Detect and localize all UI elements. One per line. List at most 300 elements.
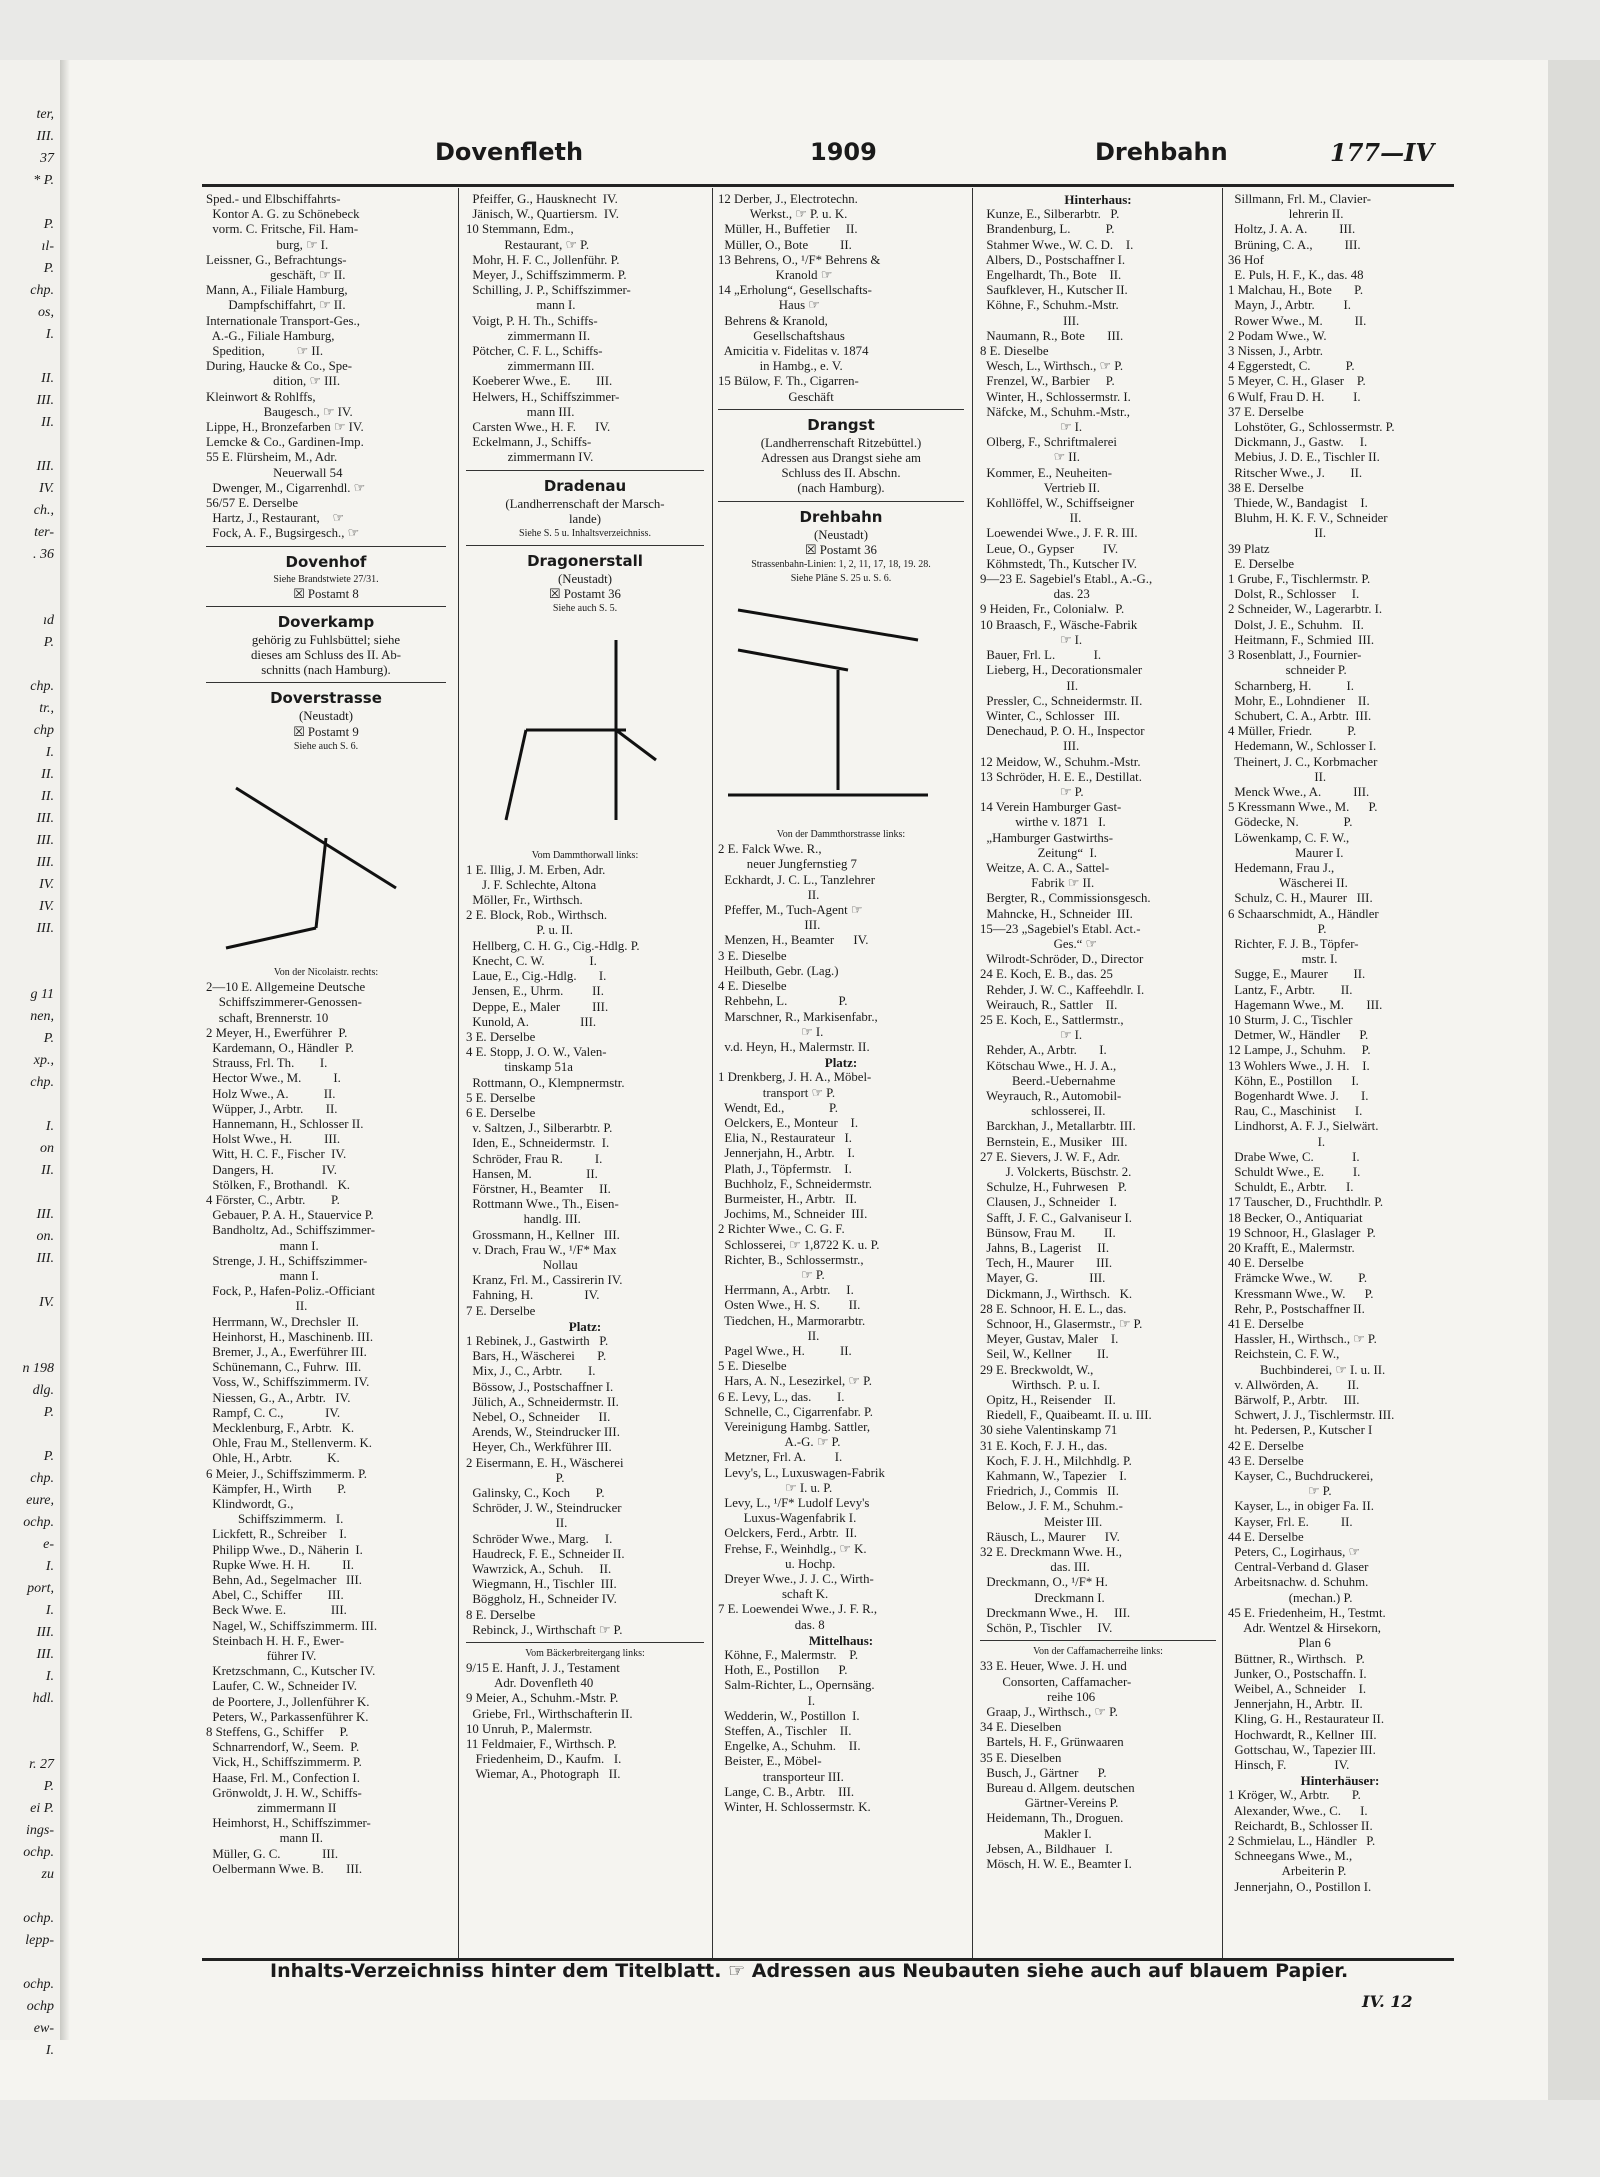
directory-entry: Hochwardt, R., Kellner III. (1228, 1727, 1377, 1742)
directory-entry: Levy, L., ¹/F* Ludolf Levy's (718, 1496, 870, 1510)
directory-entry: 3 Nissen, J., Arbtr. (1228, 344, 1323, 359)
directory-entry: Holtz, J. A. A. III. (1228, 222, 1356, 237)
directory-entry: Junker, O., Postschaffn. I. (1228, 1666, 1367, 1681)
directory-entry: Friedrich, J., Commis II. (980, 1484, 1119, 1499)
directory-entry: 43 E. Derselbe (1228, 1453, 1304, 1468)
directory-entry: Lemcke & Co., Gardinen-Imp. (206, 435, 364, 450)
directory-entry: 31 E. Koch, F. J. H., das. (980, 1438, 1108, 1453)
directory-entry: Central-Verband d. Glaser (1228, 1560, 1369, 1575)
strip-fragment (0, 1314, 60, 1336)
directory-entry: Wäscherei II. (1228, 876, 1348, 891)
directory-entry: Voss, W., Schiffszimmerm. IV. (206, 1375, 370, 1390)
directory-entry: Meyer, Gustav, Maler I. (980, 1332, 1119, 1347)
strip-fragment: P. (43, 1031, 54, 1046)
street-note: Siehe Pläne S. 25 u. S. 6. (790, 573, 892, 585)
strip-fragment (0, 940, 60, 962)
directory-entry: Menck Wwe., A. III. (1228, 784, 1370, 799)
directory-entry: 14 „Erholung“, Gesellschafts- (718, 283, 872, 298)
directory-entry: 5 E. Derselbe (466, 1090, 536, 1105)
directory-entry: Buchholz, F., Schneidermstr. (718, 1176, 872, 1191)
directory-entry: Jennerjahn, H., Arbtr. II. (1228, 1697, 1363, 1712)
directory-entry: Köhne, F., Schuhm.-Mstr. (980, 298, 1119, 313)
directory-entry: 13 Wohlers Wwe., J. H. I. (1228, 1058, 1370, 1073)
directory-entry: Bärwolf, P., Arbtr. III. (1228, 1393, 1360, 1408)
directory-entry: reihe 106 (980, 1689, 1096, 1704)
directory-entry: Peters, W., Parkassenführer K. (206, 1709, 369, 1724)
directory-entry: v. Drach, Frau W., ¹/F* Max (466, 1242, 617, 1257)
directory-entry: Dreckmann Wwe., H. III. (980, 1605, 1131, 1620)
directory-entry: Schulz, C. H., Maurer III. (1228, 891, 1373, 906)
directory-entry: Denechaud, P. O. H., Inspector (980, 724, 1145, 739)
directory-entry: Laufer, C. W., Schneider IV. (206, 1679, 358, 1694)
directory-entry: Kayser, Frl. E. II. (1228, 1514, 1353, 1529)
strip-fragment: chp. (30, 1471, 54, 1486)
strip-fragment: port, (27, 1581, 54, 1596)
directory-entry: Schilling, J. P., Schiffszimmer- (466, 283, 631, 298)
street-note: Strassenbahn-Linien: 1, 2, 11, 17, 18, 19. 28. (751, 559, 931, 571)
directory-entry: Kämpfer, H., Wirth P. (206, 1481, 347, 1496)
directory-entry: 6 E. Derselbe (466, 1105, 536, 1120)
directory-entry: Gesellschaftshaus (718, 328, 845, 343)
directory-entry: Scharnberg, H. I. (1228, 678, 1354, 693)
directory-entry: Makler I. (980, 1826, 1092, 1841)
strip-fragment: g 11 (30, 987, 54, 1002)
column-divider (972, 188, 973, 1958)
directory-entry: Schuldt, E., Arbtr. I. (1228, 1180, 1354, 1195)
directory-entry: Riedell, F., Quaibeamt. II. u. III. (980, 1408, 1152, 1423)
directory-entry: Büttner, R., Wirthsch. P. (1228, 1651, 1365, 1666)
directory-entry: Engelke, A., Schuhm. II. (718, 1739, 861, 1754)
street-line (316, 838, 326, 928)
strip-fragment: chp (33, 723, 54, 738)
section-divider (466, 470, 704, 471)
directory-entry: lehrerin II. (1228, 207, 1344, 222)
directory-column-5 (1228, 192, 1452, 1954)
directory-entry: 8 E. Derselbe (466, 1607, 536, 1622)
directory-entry: Rottmann, O., Klempnermstr. (466, 1075, 625, 1090)
directory-entry: Niessen, G., A., Arbtr. IV. (206, 1390, 351, 1405)
strip-fragment (0, 1710, 60, 1732)
strip-fragment: III. (36, 811, 54, 826)
directory-entry: Wendt, Ed., P. (718, 1100, 838, 1115)
directory-entry: 2 Podam Wwe., W. (1228, 328, 1327, 343)
directory-entry: Rehbehn, L. P. (718, 994, 848, 1009)
directory-entry: Haase, Frl. M., Confection I. (206, 1770, 360, 1785)
directory-entry: Heinhorst, H., Maschinenb. III. (206, 1329, 374, 1344)
directory-entry: 4 E. Dieselbe (718, 979, 787, 994)
directory-entry: Jänisch, W., Quartiersm. IV. (466, 207, 619, 222)
directory-entry: 5 Kressmann Wwe., M. P. (1228, 800, 1378, 815)
strip-fragment: ter, (36, 107, 54, 122)
directory-entry: Hartz, J., Restaurant, ☞ (206, 511, 344, 526)
directory-entry: Hoth, E., Postillon P. (718, 1663, 848, 1678)
directory-entry: Steffen, A., Tischler II. (718, 1724, 852, 1739)
strip-fragment: II. (41, 415, 54, 430)
directory-entry: zimmermann III. (466, 359, 595, 374)
directory-entry: Köhne, F., Malermstr. P. (718, 1648, 859, 1663)
directory-entry: Olberg, F., Schriftmalerei (980, 435, 1117, 450)
directory-entry: Frenzel, W., Barbier P. (980, 374, 1115, 389)
column-divider (458, 188, 459, 1958)
directory-entry: A.-G. ☞ P. (718, 1435, 841, 1450)
street-note: Von der Caffamacherreihe links: (1033, 1646, 1163, 1658)
directory-entry: II. (1228, 526, 1327, 541)
directory-entry: Bandholtz, Ad., Schiffszimmer- (206, 1223, 376, 1238)
directory-entry: Mann, A., Filiale Hamburg, (206, 283, 348, 298)
directory-entry: E. Puls, H. F., K., das. 48 (1228, 268, 1364, 283)
directory-entry: Müller, O., Bote II. (718, 237, 852, 252)
street-heading: Drehbahn (799, 507, 883, 526)
directory-entry: P. (466, 1470, 565, 1485)
directory-entry: Dickmann, J., Gastw. I. (1228, 435, 1368, 450)
directory-entry: Löwenkamp, C. F. W., (1228, 830, 1350, 845)
directory-entry: Hedemann, W., Schlosser I. (1228, 739, 1377, 754)
directory-entry: Stahmer Wwe., W. C. D. I. (980, 237, 1134, 252)
directory-entry: Wedderin, W., Postillon I. (718, 1708, 860, 1723)
directory-entry: Dolst, J. E., Schuhm. II. (1228, 617, 1364, 632)
directory-entry: Rower Wwe., M. II. (1228, 313, 1367, 328)
strip-fragment: 37 (40, 151, 54, 166)
directory-entry: mann I. (206, 1268, 319, 1283)
directory-entry: 2 Schmielau, L., Händler P. (1228, 1833, 1376, 1848)
strip-fragment: P. (43, 1405, 54, 1420)
directory-entry: Winter, C., Schlosser III. (980, 708, 1120, 723)
directory-entry: Dickmann, J., Wirthsch. K. (980, 1286, 1133, 1301)
directory-entry: Jennerjahn, O., Postillon I. (1228, 1879, 1372, 1894)
street-line (236, 788, 396, 888)
directory-entry: Thiede, W., Bandagist I. (1228, 496, 1368, 511)
directory-entry: 36 Hof (1228, 252, 1264, 267)
directory-entry: 10 Sturm, J. C., Tischler (1228, 1012, 1353, 1027)
street-info: (Neustadt) (557, 572, 612, 587)
directory-entry: Främcke Wwe., W. P. (1228, 1271, 1368, 1286)
directory-entry: Schuldt Wwe., E. I. (1228, 1165, 1361, 1179)
street-line (738, 610, 918, 640)
strip-fragment: I. (45, 1603, 54, 1618)
directory-entry: Mahncke, H., Schneider III. (980, 906, 1133, 921)
column-divider (712, 188, 713, 1958)
directory-entry: Fock, A. F., Bugsirgesch., ☞ (206, 526, 360, 541)
directory-entry: 2 E. Block, Rob., Wirthsch. (466, 908, 608, 923)
directory-entry: mann II. (206, 1831, 323, 1846)
directory-entry: Vick, H., Schiffszimmerm. P. (206, 1755, 362, 1770)
directory-entry: 32 E. Dreckmann Wwe. H., (980, 1545, 1122, 1560)
directory-entry: Saufklever, H., Kutscher II. (980, 283, 1128, 298)
directory-entry: III. (980, 313, 1080, 328)
section-divider (206, 546, 446, 547)
strip-fragment: ter- (34, 525, 54, 540)
directory-entry: ☞ P. (980, 784, 1084, 799)
directory-entry: Oelbermann Wwe. B. III. (206, 1861, 363, 1876)
directory-entry: 10 Stemmann, Edm., (466, 222, 574, 237)
directory-entry: 12 Derber, J., Electrotechn. (718, 192, 858, 206)
directory-entry: Spedition, ☞ II. (206, 344, 324, 359)
directory-entry: 5 Meyer, C. H., Glaser P. (1228, 374, 1366, 389)
directory-entry: 27 E. Sievers, J. W. F., Adr. (980, 1149, 1121, 1164)
directory-entry: Restaurant, ☞ P. (466, 237, 590, 252)
directory-entry: Lange, C. B., Arbtr. III. (718, 1784, 855, 1799)
directory-entry: Schröder, Frau R. I. (466, 1151, 603, 1166)
directory-entry: II. (718, 887, 820, 902)
directory-entry: Arbeiterin P. (1228, 1864, 1347, 1879)
directory-entry: 25 E. Koch, E., Sattlermstr., (980, 1012, 1124, 1027)
strip-fragment: lepp- (25, 1933, 54, 1948)
directory-entry: Kayser, C., Buchdruckerei, (1228, 1469, 1374, 1484)
strip-fragment: IV. (39, 481, 54, 496)
directory-entry: Plan 6 (1228, 1636, 1331, 1651)
strip-fragment: n 198 (22, 1361, 54, 1376)
directory-entry: Schünemann, C., Fuhrw. III. (206, 1360, 362, 1375)
directory-entry: zimmermann IV. (466, 450, 594, 465)
directory-entry: Naumann, R., Bote III. (980, 328, 1124, 343)
directory-entry: Sugge, E., Maurer II. (1228, 967, 1366, 982)
adjacent-page-strip (0, 60, 62, 2058)
directory-entry: Mayer, G. III. (980, 1271, 1106, 1286)
directory-entry: 4 Förster, C., Arbtr. P. (206, 1192, 340, 1207)
directory-entry: Leissner, G., Befrachtungs- (206, 252, 347, 267)
directory-entry: Kunold, A. III. (466, 1014, 597, 1029)
strip-fragment: on (40, 1141, 54, 1156)
directory-entry: Mohr, H. F. C., Jollenführ. P. (466, 252, 620, 267)
strip-fragment: ıl- (41, 239, 54, 254)
directory-entry: J. F. Schlechte, Altona (466, 877, 597, 892)
directory-entry: ☞ I. u. P. (718, 1480, 833, 1495)
directory-entry: Safft, J. F. C., Galvaniseur I. (980, 1210, 1132, 1225)
street-info: (nach Hamburg). (797, 481, 885, 496)
directory-entry: Koeberer Wwe., E. III. (466, 374, 613, 389)
directory-entry: Dwenger, M., Cigarrenhdl. ☞ (206, 480, 366, 495)
street-info: (Landherrenschaft der Marsch- (505, 496, 665, 511)
directory-entry: Barckhan, J., Metallarbtr. III. (980, 1119, 1136, 1134)
directory-entry: 7 E. Derselbe (466, 1303, 536, 1318)
strip-fragment: III. (36, 1251, 54, 1266)
directory-entry: Lickfett, R., Schreiber I. (206, 1527, 347, 1542)
directory-entry: II. (718, 1328, 820, 1343)
street-info: ☒ Postamt 36 (549, 587, 621, 602)
directory-entry: v. Saltzen, J., Silberarbtr. P. (466, 1121, 613, 1136)
directory-entry: Buchbinderei, ☞ I. u. II. (1228, 1362, 1386, 1377)
directory-entry: Fabrik ☞ II. (980, 876, 1095, 891)
street-line (738, 650, 848, 670)
street-note: Siehe auch S. 5. (552, 603, 618, 615)
directory-entry: ☞ P. (718, 1267, 825, 1282)
directory-entry: Gärtner-Vereins P. (980, 1796, 1119, 1811)
directory-entry: Opitz, H., Reisender II. (980, 1393, 1116, 1408)
directory-entry: 2 Schneider, W., Lagerarbtr. I. (1228, 602, 1383, 617)
directory-entry: 18 Becker, O., Antiquariat (1228, 1210, 1363, 1225)
directory-entry: Geschäft (718, 389, 834, 404)
directory-entry: Schiffszimmerm. I. (206, 1512, 344, 1527)
directory-entry: Strenge, J. H., Schiffszimmer- (206, 1253, 368, 1268)
street-info: (Landherrenschaft Ritzebüttel.) (760, 435, 922, 450)
directory-entry: 38 E. Derselbe (1228, 480, 1304, 495)
directory-entry: Beerd.-Uebernahme (980, 1073, 1116, 1088)
strip-fragment (0, 588, 60, 610)
directory-entry: Bremer, J., A., Ewerführer III. (206, 1344, 367, 1359)
subsection-heading: Platz: (824, 1055, 858, 1071)
strip-fragment: dlg. (32, 1383, 54, 1398)
directory-entry: Lippe, H., Bronzefarben ☞ IV. (206, 420, 364, 435)
directory-entry: ☞ II. (980, 450, 1080, 465)
directory-entry: 19 Schnoor, H., Glaslager P. (1228, 1225, 1376, 1240)
street-sketch-doverstrasse (206, 758, 446, 962)
directory-entry: Meyer, J., Schiffszimmerm. P. (466, 268, 627, 283)
directory-entry: ☞ P. (1228, 1484, 1332, 1499)
strip-fragment: III. (36, 1625, 54, 1640)
street-info: ☒ Postamt 8 (293, 586, 359, 601)
directory-entry: Hassler, H., Wirthsch., ☞ P. (1228, 1332, 1377, 1347)
directory-entry: Levy's, L., Luxuswagen-Fabrik (718, 1465, 885, 1480)
strip-fragment: III. (36, 921, 54, 936)
strip-fragment (0, 1424, 60, 1446)
directory-entry: 4 Eggerstedt, C. P. (1228, 359, 1355, 374)
directory-entry: 2 Meyer, H., Ewerführer P. (206, 1025, 348, 1040)
directory-entry: Leue, O., Gypser IV. (980, 541, 1119, 556)
directory-entry: Kayser, L., in obiger Fa. II. (1228, 1499, 1374, 1514)
directory-entry: Jochims, M., Schneider III. (718, 1207, 868, 1222)
street-line (616, 730, 656, 760)
directory-entry: Weibel, A., Schneider I. (1228, 1681, 1367, 1696)
directory-entry: Bergter, R., Commissionsgesch. (980, 891, 1151, 906)
directory-entry: Schnelle, C., Cigarrenfabr. P. (718, 1404, 873, 1419)
directory-entry: Wirthsch. P. u. I. (980, 1377, 1101, 1392)
strip-fragment: II. (41, 767, 54, 782)
directory-entry: 2 Richter Wwe., C. G. F. (718, 1222, 845, 1237)
directory-entry: Wawrzick, A., Schuh. II. (466, 1562, 612, 1577)
page-number: 177—IV (1330, 138, 1434, 167)
directory-entry: das. 8 (718, 1617, 825, 1632)
strip-fragment (0, 1732, 60, 1754)
directory-entry: Strauss, Frl. Th. I. (206, 1056, 328, 1071)
directory-entry: Meister III. (980, 1514, 1103, 1529)
directory-entry: Sillmann, Frl. M., Clavier- (1228, 192, 1371, 206)
directory-entry: 1 E. Illig, J. M. Erben, Adr. (466, 862, 606, 877)
book-gutter (60, 60, 70, 2040)
directory-entry: 4 E. Stopp, J. O. W., Valen- (466, 1045, 607, 1060)
directory-entry: Rehr, P., Postschaffner II. (1228, 1301, 1365, 1316)
directory-entry: Müller, H., Buffetier II. (718, 222, 858, 237)
strip-fragment: II. (41, 371, 54, 386)
directory-entry: Metzner, Frl. A. I. (718, 1450, 843, 1465)
directory-entry: Menzen, H., Beamter IV. (718, 933, 869, 948)
directory-entry: Rau, C., Maschinist I. (1228, 1104, 1363, 1119)
strip-fragment: xp., (33, 1053, 54, 1068)
strip-fragment: I. (45, 1119, 54, 1134)
strip-fragment: on. (36, 1229, 54, 1244)
directory-entry: 9/15 E. Hanft, J. J., Testament (466, 1661, 620, 1676)
directory-entry: Fock, P., Hafen-Poliz.-Officiant (206, 1284, 375, 1299)
strip-fragment: P. (43, 1779, 54, 1794)
strip-fragment (0, 192, 60, 214)
directory-entry: Kressmann Wwe., W. P. (1228, 1286, 1374, 1301)
directory-entry: Knecht, C. W. I. (466, 953, 597, 968)
directory-entry: Tiedchen, H., Marmorarbtr. (718, 1313, 866, 1328)
directory-entry: Heitmann, F., Schmied III. (1228, 632, 1375, 647)
directory-entry: Pfeffer, M., Tuch-Agent ☞ (718, 903, 863, 918)
directory-entry: 56/57 E. Derselbe (206, 496, 299, 511)
directory-entry: 8 E. Dieselbe (980, 344, 1049, 359)
directory-entry: neuer Jungfernstieg 7 (718, 857, 857, 872)
section-divider (718, 501, 964, 502)
directory-entry: Below., J. F. M., Schuhm.- (980, 1499, 1123, 1514)
strip-fragment (0, 962, 60, 984)
directory-entry: Mohr, E., Lohndiener II. (1228, 693, 1370, 708)
directory-entry: Steinbach H. H. F., Ewer- (206, 1633, 345, 1648)
directory-entry: Herrmann, W., Drechsler II. (206, 1314, 359, 1329)
directory-entry: Dreckmann I. (980, 1590, 1105, 1605)
directory-entry: Schulze, H., Fuhrwesen P. (980, 1180, 1127, 1195)
directory-entry: ht. Pedersen, P., Kutscher I (1228, 1423, 1373, 1438)
directory-entry: Salm-Richter, L., Opernsäng. (718, 1678, 875, 1693)
directory-entry: Ges.“ ☞ (980, 936, 1098, 951)
directory-entry: II. (980, 511, 1082, 526)
directory-entry: Seil, W., Kellner II. (980, 1347, 1109, 1362)
directory-entry: Rehder, J. W. C., Kaffeehdlr. I. (980, 982, 1145, 997)
directory-entry: Kötschau Wwe., H. J. A., (980, 1058, 1117, 1073)
directory-entry: Arends, W., Steindrucker III. (466, 1425, 620, 1440)
directory-entry: handlg. III. (466, 1212, 581, 1227)
directory-entry: Kling, G. H., Restaurateur II. (1228, 1712, 1385, 1727)
street-line (226, 928, 316, 948)
directory-entry: Griebe, Frl., Wirthschafterin II. (466, 1706, 633, 1721)
strip-fragment: ochp. (23, 1845, 54, 1860)
directory-entry: Amicitia v. Fidelitas v. 1874 (718, 344, 869, 359)
directory-entry: Köhmstedt, Th., Kutscher IV. (980, 556, 1137, 571)
street-note: Siehe auch S. 6. (293, 740, 359, 752)
directory-entry: Brüning, C. A., III. (1228, 237, 1361, 252)
directory-entry: Fahning, H. IV. (466, 1288, 600, 1303)
directory-entry: in Hambg., e. V. (718, 359, 843, 374)
directory-entry: 6 Wulf, Frau D. H. I. (1228, 389, 1361, 404)
directory-entry: Mix, J., C., Arbtr. I. (466, 1364, 596, 1379)
directory-entry: Oelckers, Ferd., Arbtr. II. (718, 1526, 857, 1541)
strip-fragment (0, 60, 60, 82)
directory-entry: 3 E. Dieselbe (718, 948, 787, 963)
street-note: Siehe S. 5 u. Inhaltsverzeichniss. (519, 528, 651, 540)
directory-entry: P. u. II. (466, 923, 573, 938)
directory-entry: Klindwordt, G., (206, 1497, 294, 1511)
directory-entry: 15 Bülow, F. Th., Cigarren- (718, 374, 859, 389)
directory-entry: I. (718, 1693, 816, 1708)
directory-entry: Jülich, A., Schneidermstr. II. (466, 1394, 619, 1409)
directory-entry: Friedenheim, D., Kaufm. I. (466, 1752, 622, 1767)
directory-entry: Grossmann, H., Kellner III. (466, 1227, 620, 1242)
directory-entry: Kommer, E., Neuheiten- (980, 465, 1113, 480)
strip-fragment: ochp (26, 1999, 54, 2014)
strip-fragment (0, 654, 60, 676)
directory-entry: Arbeitsnachw. d. Schuhm. (1228, 1575, 1369, 1590)
directory-entry: Behrens & Kranold, (718, 313, 828, 328)
directory-entry: vorm. C. Fritsche, Fil. Ham- (206, 222, 359, 237)
directory-entry: 7 E. Loewendei Wwe., J. F. R., (718, 1602, 878, 1617)
directory-entry: Kranold ☞ (718, 268, 833, 283)
strip-fragment (0, 434, 60, 456)
strip-fragment: III. (36, 833, 54, 848)
directory-entry: Pötcher, C. F. L., Schiffs- (466, 344, 603, 359)
directory-entry: 3 E. Derselbe (466, 1029, 536, 1044)
footer-notice: Inhalts-Verzeichniss hinter dem Titelblatt. ☞ Adressen aus Neubauten siehe auch auf blauem Papier. (270, 1960, 1349, 1982)
directory-entry: Bernstein, E., Musiker III. (980, 1134, 1128, 1149)
directory-entry: Bössow, J., Postschaffner I. (466, 1379, 614, 1394)
directory-entry: Alexander, Wwe., C. I. (1228, 1803, 1368, 1818)
directory-entry: 2—10 E. Allgemeine Deutsche (206, 980, 366, 995)
directory-entry: 37 E. Derselbe (1228, 404, 1304, 419)
directory-entry: Vereinigung Hambg. Sattler, (718, 1419, 871, 1434)
street-heading: Dradenau (543, 476, 627, 495)
directory-entry: Dampfschiffahrt, ☞ II. (206, 298, 346, 313)
directory-entry: Schnoor, H., Glasermstr., ☞ P. (980, 1317, 1143, 1332)
directory-entry: ☞ I. (980, 420, 1083, 435)
